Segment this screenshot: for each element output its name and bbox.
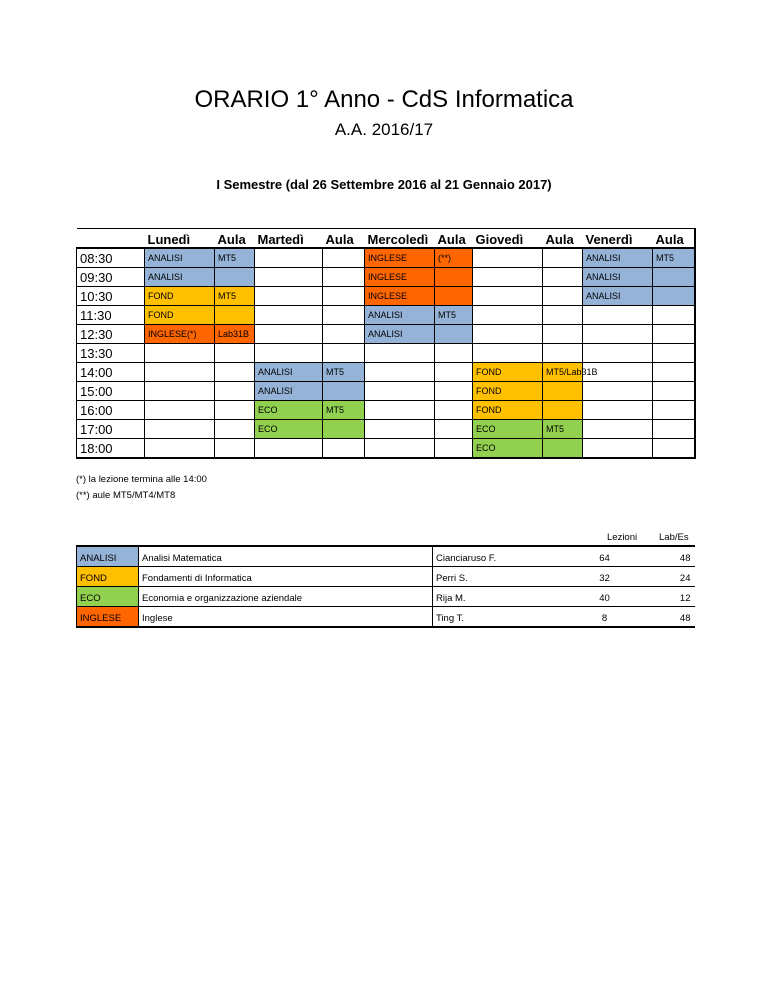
time-slot: 16:00 [77,401,145,420]
room-cell [215,439,255,459]
course-cell [365,420,435,439]
room-cell [215,268,255,287]
time-slot: 18:00 [77,439,145,459]
column-header: Aula [653,229,695,249]
room-cell [435,439,473,459]
room-cell: MT5 [215,248,255,268]
legend-course-name: Analisi Matematica [139,546,433,567]
course-cell: ANALISI [255,382,323,401]
room-cell [323,325,365,344]
room-cell: MT5 [435,306,473,325]
room-cell [215,401,255,420]
course-cell [255,439,323,459]
schedule-row [77,325,695,344]
legend-header-lezioni: Lezioni [607,532,638,543]
room-cell [215,306,255,325]
room-cell [543,268,583,287]
legend-code: INGLESE [77,607,139,628]
course-cell [365,344,435,363]
room-cell [323,268,365,287]
time-slot: 09:30 [77,268,145,287]
room-cell [323,306,365,325]
academic-year: A.A. 2016/17 [334,120,434,139]
time-slot: 15:00 [77,382,145,401]
room-cell [543,248,583,268]
course-cell [365,439,435,459]
course-cell: ANALISI [365,306,435,325]
room-cell [543,401,583,420]
room-cell: MT5/Lab31B [543,363,583,382]
legend-course-name: Economia e organizzazione aziendale [139,587,433,607]
time-slot: 14:00 [77,363,145,382]
room-cell: MT5 [215,287,255,306]
course-cell: FOND [473,401,543,420]
course-cell: ANALISI [145,248,215,268]
column-header: Martedì [255,229,323,249]
schedule-header-row [77,229,695,249]
room-cell: MT5 [323,401,365,420]
semester-heading: I Semestre (dal 26 Settembre 2016 al 21 Gennaio 2017) [216,177,552,192]
schedule-row [77,268,695,287]
column-header: Mercoledì [365,229,435,249]
room-cell [653,268,695,287]
course-cell [145,439,215,459]
room-cell [543,306,583,325]
course-cell: FOND [145,306,215,325]
schedule-row [77,382,695,401]
course-cell [583,344,653,363]
room-cell [323,248,365,268]
room-cell [215,344,255,363]
time-slot: 11:30 [77,306,145,325]
room-cell [543,287,583,306]
column-header: Aula [323,229,365,249]
header-corner [77,229,145,249]
course-cell [255,306,323,325]
course-cell: ANALISI [365,325,435,344]
course-cell [583,382,653,401]
course-cell: INGLESE [365,268,435,287]
room-cell [435,325,473,344]
time-slot: 13:30 [77,344,145,363]
course-cell [255,344,323,363]
room-cell [653,287,695,306]
room-cell [653,382,695,401]
schedule-row [77,439,695,459]
room-cell [653,344,695,363]
course-cell [145,401,215,420]
course-cell [473,344,543,363]
room-cell [323,287,365,306]
room-cell [435,287,473,306]
room-cell [435,382,473,401]
course-cell [145,363,215,382]
course-cell: FOND [473,382,543,401]
course-cell: INGLESE(*) [145,325,215,344]
room-cell: MT5 [323,363,365,382]
room-cell [323,344,365,363]
legend-row [77,567,695,587]
course-cell [473,268,543,287]
room-cell [323,382,365,401]
legend-teacher: Rija M. [433,587,575,607]
course-cell [255,287,323,306]
legend-row [77,546,695,567]
legend-code: ECO [77,587,139,607]
course-cell [365,401,435,420]
room-cell: Lab31B [215,325,255,344]
column-header: Lunedì [145,229,215,249]
course-cell: ANALISI [583,248,653,268]
legend-lab: 12 [635,587,695,607]
room-cell [653,439,695,459]
room-cell [323,420,365,439]
room-cell [215,382,255,401]
course-cell [473,325,543,344]
course-cell: ECO [255,420,323,439]
legend-course-name: Inglese [139,607,433,628]
time-slot: 10:30 [77,287,145,306]
course-cell: ECO [255,401,323,420]
course-cell [583,401,653,420]
course-cell [145,344,215,363]
course-cell [365,363,435,382]
room-cell [435,401,473,420]
course-cell: FOND [145,287,215,306]
page-title: ORARIO 1° Anno - CdS Informatica [194,86,574,113]
column-header: Venerdì [583,229,653,249]
course-cell: ECO [473,420,543,439]
course-cell: ECO [473,439,543,459]
footnote: (*) la lezione termina alle 14:00 [76,474,207,485]
schedule-row [77,363,695,382]
room-cell [653,401,695,420]
schedule-row [77,420,695,439]
schedule-row [77,287,695,306]
schedule-row [77,248,695,268]
time-slot: 08:30 [77,248,145,268]
course-cell [365,382,435,401]
legend-lezioni: 64 [575,546,635,567]
course-cell [473,248,543,268]
course-cell: ANALISI [583,268,653,287]
footnotes [76,472,207,504]
schedule-row [77,344,695,363]
room-cell [435,344,473,363]
room-cell [435,363,473,382]
course-cell [255,248,323,268]
column-header: Aula [543,229,583,249]
column-header: Aula [435,229,473,249]
room-cell: (**) [435,248,473,268]
course-cell [145,382,215,401]
room-cell [543,325,583,344]
legend-header-lab: Lab/Es [659,532,689,543]
course-cell: INGLESE [365,248,435,268]
legend-code: ANALISI [77,546,139,567]
room-cell [215,363,255,382]
legend-lezioni: 8 [575,607,635,628]
room-cell [543,439,583,459]
legend-lezioni: 32 [575,567,635,587]
legend-code: FOND [77,567,139,587]
course-cell [583,439,653,459]
course-cell [145,420,215,439]
room-cell [215,420,255,439]
course-cell: ANALISI [255,363,323,382]
course-cell [473,306,543,325]
legend-table [76,545,695,628]
course-cell [255,325,323,344]
room-cell [323,439,365,459]
legend-row [77,607,695,628]
room-cell [543,382,583,401]
course-cell [583,306,653,325]
time-slot: 12:30 [77,325,145,344]
legend-teacher: Ting T. [433,607,575,628]
legend-row [77,587,695,607]
legend-teacher: Perri S. [433,567,575,587]
room-cell [435,268,473,287]
room-cell [543,344,583,363]
legend-lab: 48 [635,546,695,567]
schedule-row [77,401,695,420]
course-cell [583,420,653,439]
course-cell: INGLESE [365,287,435,306]
legend-lab: 24 [635,567,695,587]
room-cell [653,306,695,325]
room-cell [653,420,695,439]
time-slot: 17:00 [77,420,145,439]
footnote: (**) aule MT5/MT4/MT8 [76,490,176,501]
legend-lezioni: 40 [575,587,635,607]
room-cell [435,420,473,439]
room-cell: MT5 [543,420,583,439]
column-header: Giovedì [473,229,543,249]
legend-course-name: Fondamenti di Informatica [139,567,433,587]
schedule-row [77,306,695,325]
legend-lab: 48 [635,607,695,628]
schedule-table [76,228,696,459]
course-cell: ANALISI [583,287,653,306]
room-cell [653,325,695,344]
course-cell [473,287,543,306]
room-cell [653,363,695,382]
course-cell [583,325,653,344]
legend-teacher: Cianciaruso F. [433,546,575,567]
column-header: Aula [215,229,255,249]
course-cell [255,268,323,287]
course-cell: FOND [473,363,543,382]
room-cell: MT5 [653,248,695,268]
course-cell: ANALISI [145,268,215,287]
